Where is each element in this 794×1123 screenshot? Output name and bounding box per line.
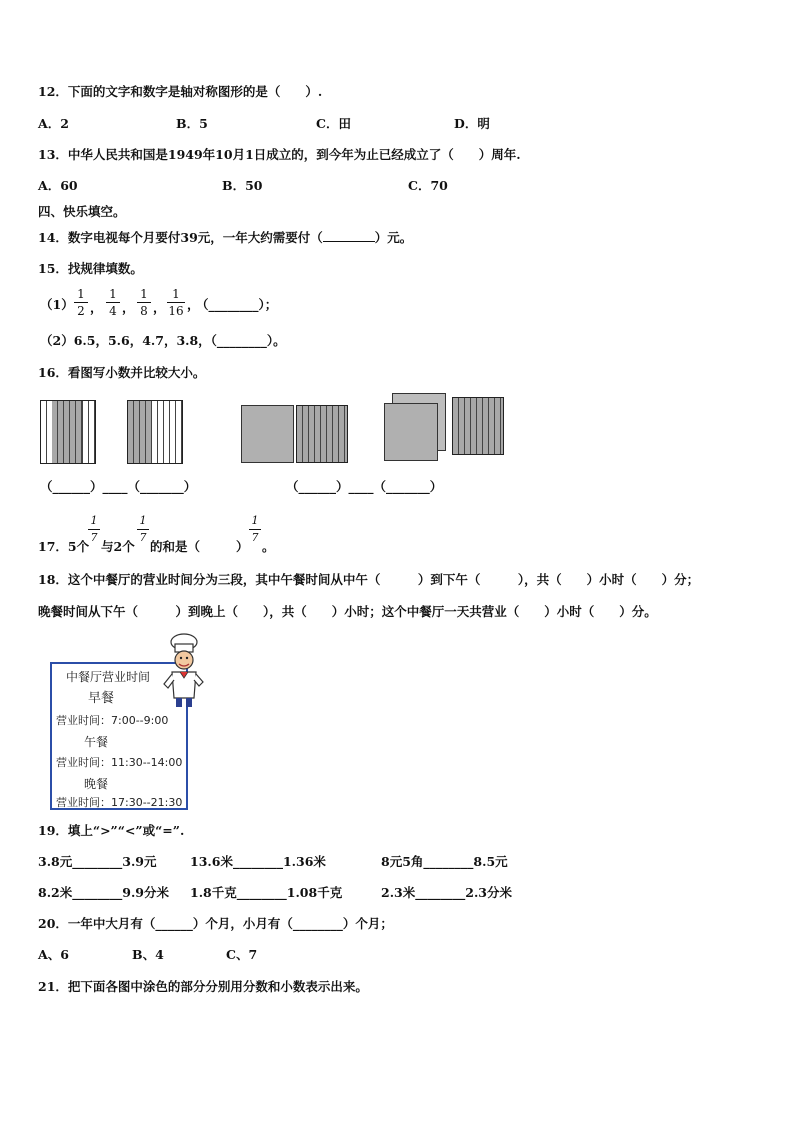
- q18-line2: 晚餐时间从下午（ ）到晚上（ ），共（ ）小时；这个中餐厅一天共营业（ ）小时（ ）分。: [38, 604, 657, 619]
- q15-fraction-3: 1 8: [137, 287, 151, 318]
- q14-text: [38, 230, 412, 246]
- q21-stem: 21．把下面各图中涂色的部分分别用分数和小数表示出来。: [38, 979, 368, 994]
- q18-line1: 18．这个中餐厅的营业时间分为三段，其中午餐时间从中午（ ）到下午（ ），共（ ）小时（ ）分；: [38, 572, 700, 587]
- q20-option-b: B、4: [132, 947, 164, 962]
- section-heading: 四、快乐填空。: [38, 204, 126, 219]
- chef-icon: [160, 632, 206, 710]
- q17-end: 。: [262, 539, 275, 554]
- q20-stem: 20．一年中大月有（______）个月，小月有（________）个月；: [38, 916, 393, 931]
- q15-part1-blank[interactable]: （________）；: [196, 297, 278, 312]
- menu-lunch: 午餐: [84, 735, 109, 749]
- q17-pre: 17．5个: [38, 539, 90, 554]
- q13-stem: 13．中华人民共和国是1949年10月1日成立的，到今年为止已经成立了（ ）周年.: [38, 147, 521, 162]
- q14-blank[interactable]: [323, 241, 375, 242]
- menu-dinner-time: 营业时间：17:30--21:30: [56, 796, 183, 809]
- q16-answer-left[interactable]: （______）____（_______）: [40, 479, 197, 494]
- q14-pre: 14．数字电视每个月要付39元，一年大约需要付（: [38, 230, 323, 245]
- q12-stem: 12．下面的文字和数字是轴对称图形的是（ ）.: [38, 84, 323, 99]
- q15-fraction-2: 1 4: [106, 287, 120, 318]
- q19-item-5[interactable]: 1.8千克________1.08千克: [190, 885, 343, 900]
- q15-part1-label: （1）: [40, 297, 74, 312]
- menu-breakfast-time: 营业时间：7:00--9:00: [56, 714, 169, 727]
- q15-part2: （2）6.5，5.6，4.7，3.8，（________）。: [40, 333, 286, 348]
- q17-fraction-2: 1 7: [137, 514, 149, 545]
- q13-option-a: A．60: [38, 178, 78, 193]
- q12-option-c: C．田: [316, 116, 351, 131]
- q19-item-1[interactable]: 3.8元________3.9元: [38, 854, 157, 869]
- q19-item-3[interactable]: 8元5角________8.5元: [381, 854, 508, 869]
- q16-stem: 16．看图写小数并比较大小。: [38, 365, 206, 380]
- menu-breakfast: 早餐: [88, 691, 115, 706]
- q19-stem: 19．填上“>”“<”或“=”.: [38, 823, 185, 838]
- q15-stem: 15．找规律填数。: [38, 261, 143, 276]
- q17-mid2: 的和是（: [150, 539, 201, 554]
- q19-item-2[interactable]: 13.6米________1.36米: [190, 854, 326, 869]
- q12-option-a: A．2: [38, 116, 69, 131]
- q17-post: ）: [236, 539, 249, 554]
- menu-title: 中餐厅营业时间: [66, 670, 151, 684]
- q20-option-a: A、6: [38, 947, 69, 962]
- q17-fraction-3: 1 7: [249, 514, 261, 545]
- q16-answer-right[interactable]: （______）____（_______）: [286, 479, 443, 494]
- q15-fraction-1: 1 2: [74, 287, 88, 318]
- q15-fraction-4: 1 16: [168, 287, 184, 318]
- q13-option-b: B．50: [222, 178, 263, 193]
- q13-option-c: C．70: [408, 178, 448, 193]
- q12-option-d: D．明: [454, 116, 490, 131]
- q17-mid1: 与2个: [101, 539, 135, 554]
- q14-post: ）元。: [374, 230, 413, 245]
- menu-lunch-time: 营业时间：11:30--14:00: [56, 756, 183, 769]
- q19-item-4[interactable]: 8.2米________9.9分米: [38, 885, 169, 900]
- q19-item-6[interactable]: 2.3米________2.3分米: [381, 885, 512, 900]
- q12-option-b: B．5: [176, 116, 208, 131]
- q17-fraction-1: 1 7: [88, 514, 100, 545]
- q20-option-c: C、7: [226, 947, 258, 962]
- menu-dinner: 晚餐: [84, 777, 109, 791]
